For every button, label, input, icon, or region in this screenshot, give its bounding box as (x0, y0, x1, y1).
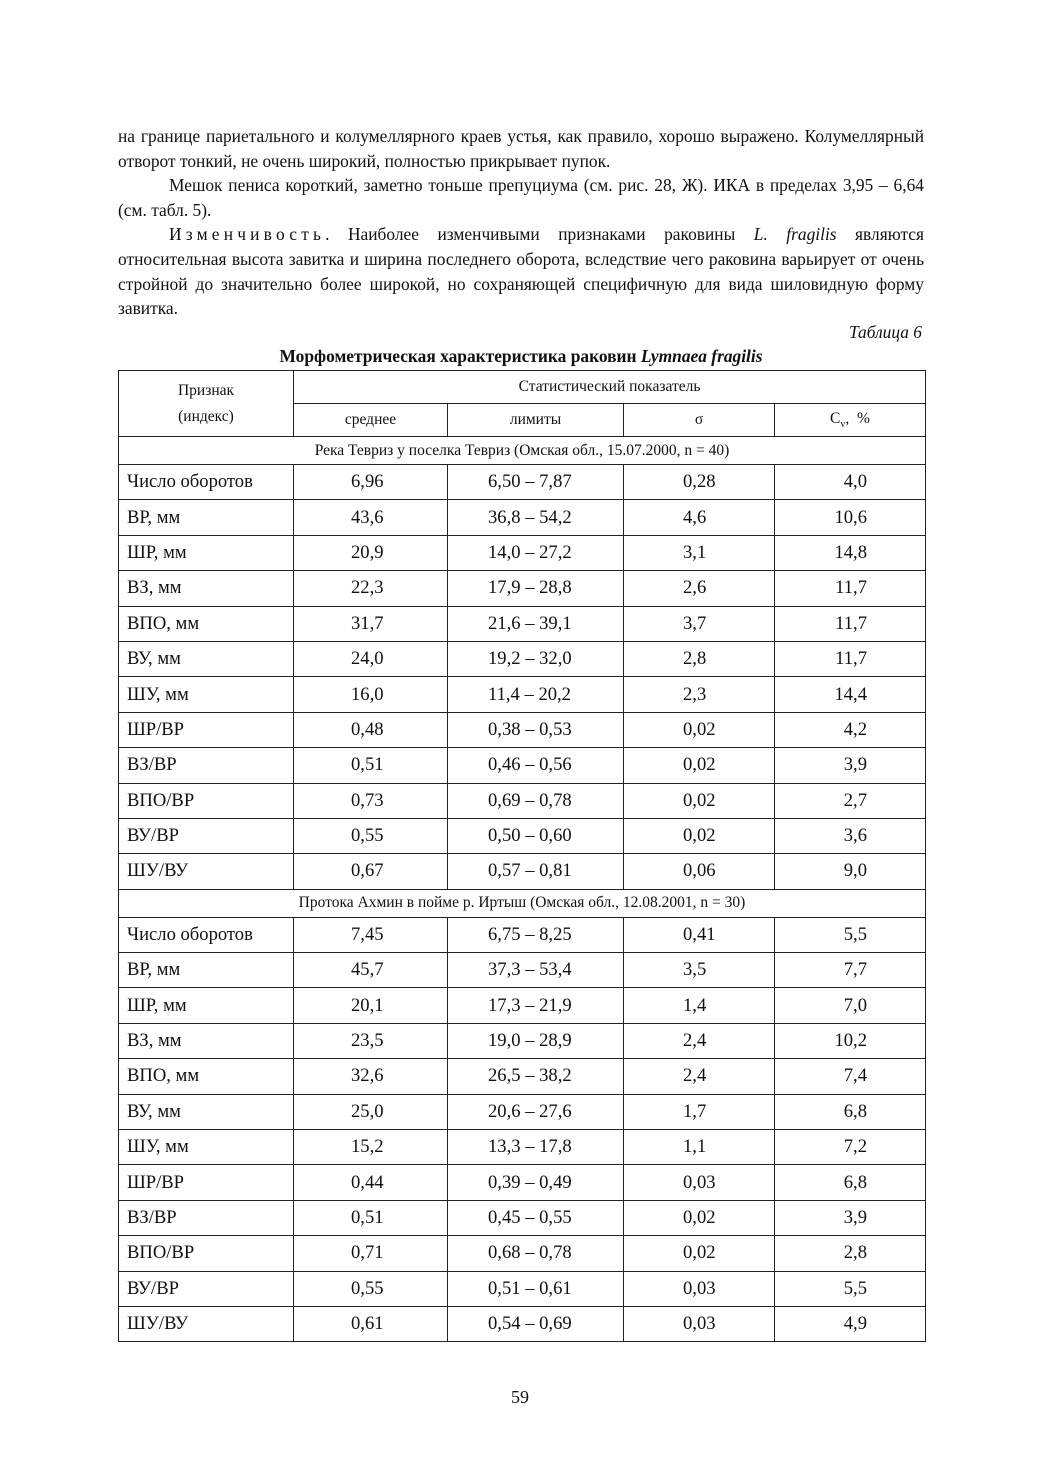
table-header-row-1 (119, 371, 926, 404)
limits-cell: 0,57 – 0,81 (448, 854, 624, 889)
feature-cell: ВЗ/ВР (119, 748, 294, 783)
sigma-cell: 2,4 (624, 1023, 775, 1058)
header-feature-label: Признак (177, 381, 235, 399)
cv-cell: 14,4 (775, 677, 926, 712)
limits-cell: 17,3 – 21,9 (448, 988, 624, 1023)
header-limits: лимиты (448, 404, 624, 437)
table-row (119, 1130, 926, 1165)
cv-cell: 11,7 (775, 641, 926, 676)
limits-cell: 0,68 – 0,78 (448, 1236, 624, 1271)
table-row (119, 465, 926, 500)
limits-cell: 36,8 – 54,2 (448, 500, 624, 535)
feature-cell: ШР/ВР (119, 712, 294, 747)
mean-cell: 43,6 (294, 500, 448, 535)
table-row (119, 917, 926, 952)
table-row (119, 1236, 926, 1271)
mean-cell: 0,44 (294, 1165, 448, 1200)
table-title-text: Морфометрическая характеристика раковин (279, 346, 641, 366)
body-text (118, 124, 924, 321)
feature-cell: ВУ, мм (119, 641, 294, 676)
mean-cell: 0,73 (294, 783, 448, 818)
limits-cell: 17,9 – 28,8 (448, 571, 624, 606)
limits-cell: 0,38 – 0,53 (448, 712, 624, 747)
table-row (119, 1094, 926, 1129)
feature-cell: ВЗ, мм (119, 571, 294, 606)
morphometry-table (118, 370, 926, 1342)
sigma-cell: 0,02 (624, 712, 775, 747)
mean-cell: 0,61 (294, 1306, 448, 1341)
sigma-cell: 2,4 (624, 1059, 775, 1094)
section-title: Река Тевриз у поселка Тевриз (Омская обл., 15.07.2000, n = 40) (119, 437, 926, 465)
feature-cell: ШР/ВР (119, 1165, 294, 1200)
mean-cell: 0,67 (294, 854, 448, 889)
table-body (119, 437, 926, 1342)
mean-cell: 25,0 (294, 1094, 448, 1129)
mean-cell: 45,7 (294, 953, 448, 988)
feature-cell: ШУ, мм (119, 677, 294, 712)
mean-cell: 6,96 (294, 465, 448, 500)
cv-cell: 4,2 (775, 712, 926, 747)
feature-cell: ВПО/ВР (119, 783, 294, 818)
header-cv-unit: , % (845, 409, 870, 427)
feature-cell: ВУ/ВР (119, 818, 294, 853)
paragraph-3-part-a: . Наиболее изменчивыми признаками раковины (325, 224, 754, 245)
feature-cell: ВЗ/ВР (119, 1200, 294, 1235)
sigma-cell: 1,4 (624, 988, 775, 1023)
paragraph-2: Мешок пениса короткий, заметно тоньше препуциума (см. рис. 28, Ж). ИКА в пределах 3,95 – 6,64 (см. табл. 5). (118, 175, 924, 220)
section-row (119, 437, 926, 465)
feature-cell: ВПО, мм (119, 1059, 294, 1094)
variability-heading: Изменчивость (169, 224, 326, 245)
mean-cell: 16,0 (294, 677, 448, 712)
cv-cell: 10,2 (775, 1023, 926, 1058)
limits-cell: 21,6 – 39,1 (448, 606, 624, 641)
table-row (119, 1271, 926, 1306)
mean-cell: 0,55 (294, 1271, 448, 1306)
sigma-cell: 2,3 (624, 677, 775, 712)
sigma-cell: 0,06 (624, 854, 775, 889)
cv-cell: 9,0 (775, 854, 926, 889)
paragraph-3-part-b: являются относительная высота завитка и ширина последнего оборота, вследствие чего раковина варьирует от очень стройной до значительно более широкой, но сохраняющей специфичную для вида шиловидную форму завитка. (118, 224, 924, 319)
section-row (119, 889, 926, 917)
sigma-cell: 0,28 (624, 465, 775, 500)
cv-cell: 2,8 (775, 1236, 926, 1271)
limits-cell: 13,3 – 17,8 (448, 1130, 624, 1165)
feature-cell: ШУ, мм (119, 1130, 294, 1165)
mean-cell: 22,3 (294, 571, 448, 606)
cv-cell: 11,7 (775, 606, 926, 641)
cv-cell: 5,5 (775, 1271, 926, 1306)
mean-cell: 32,6 (294, 1059, 448, 1094)
species-name: L. fragilis (753, 224, 837, 245)
cv-cell: 4,0 (775, 465, 926, 500)
sigma-cell: 0,02 (624, 818, 775, 853)
cv-cell: 11,7 (775, 571, 926, 606)
feature-cell: ВУ, мм (119, 1094, 294, 1129)
sigma-cell: 0,03 (624, 1271, 775, 1306)
table-row (119, 1023, 926, 1058)
sigma-cell: 3,5 (624, 953, 775, 988)
cv-cell: 3,6 (775, 818, 926, 853)
header-feature (119, 371, 294, 437)
cv-cell: 6,8 (775, 1165, 926, 1200)
limits-cell: 37,3 – 53,4 (448, 953, 624, 988)
header-feature-sub: (индекс) (178, 407, 234, 425)
table-row (119, 606, 926, 641)
table-label: Таблица 6 (849, 322, 922, 342)
cv-cell: 7,0 (775, 988, 926, 1023)
cv-cell: 7,4 (775, 1059, 926, 1094)
limits-cell: 26,5 – 38,2 (448, 1059, 624, 1094)
table-row (119, 1165, 926, 1200)
sigma-cell: 1,1 (624, 1130, 775, 1165)
table-row (119, 500, 926, 535)
table-row (119, 1059, 926, 1094)
cv-cell: 5,5 (775, 917, 926, 952)
limits-cell: 11,4 – 20,2 (448, 677, 624, 712)
header-stat: Статистический показатель (294, 371, 926, 404)
header-sigma: σ (624, 404, 775, 437)
cv-cell: 7,2 (775, 1130, 926, 1165)
feature-cell: Число оборотов (119, 465, 294, 500)
feature-cell: ШР, мм (119, 988, 294, 1023)
sigma-cell: 0,02 (624, 1236, 775, 1271)
limits-cell: 0,39 – 0,49 (448, 1165, 624, 1200)
mean-cell: 7,45 (294, 917, 448, 952)
table-row (119, 535, 926, 570)
table-row (119, 712, 926, 747)
cv-cell: 3,9 (775, 748, 926, 783)
cv-cell: 7,7 (775, 953, 926, 988)
cv-cell: 3,9 (775, 1200, 926, 1235)
table-row (119, 1306, 926, 1341)
feature-cell: ВУ/ВР (119, 1271, 294, 1306)
mean-cell: 15,2 (294, 1130, 448, 1165)
table-row (119, 748, 926, 783)
paragraph-1: на границе париетального и колумеллярного краев устья, как правило, хорошо выражено. Колумеллярный отворот тонкий, не очень широкий, полностью прикрывает пупок. (118, 126, 924, 171)
cv-cell: 14,8 (775, 535, 926, 570)
table-row (119, 783, 926, 818)
table-row (119, 677, 926, 712)
mean-cell: 0,55 (294, 818, 448, 853)
cv-cell: 2,7 (775, 783, 926, 818)
mean-cell: 0,51 (294, 748, 448, 783)
feature-cell: ВЗ, мм (119, 1023, 294, 1058)
sigma-cell: 0,02 (624, 748, 775, 783)
header-cv-main: C (830, 409, 841, 427)
table-row (119, 988, 926, 1023)
limits-cell: 0,69 – 0,78 (448, 783, 624, 818)
limits-cell: 0,51 – 0,61 (448, 1271, 624, 1306)
feature-cell: ВР, мм (119, 500, 294, 535)
sigma-cell: 4,6 (624, 500, 775, 535)
table-title (118, 344, 924, 368)
table-row (119, 1200, 926, 1235)
cv-cell: 6,8 (775, 1094, 926, 1129)
sigma-cell: 2,6 (624, 571, 775, 606)
paragraph-3 (118, 222, 924, 320)
table-title-species: Lymnaea fragilis (640, 346, 763, 366)
mean-cell: 23,5 (294, 1023, 448, 1058)
feature-cell: ШУ/ВУ (119, 854, 294, 889)
sigma-cell: 3,7 (624, 606, 775, 641)
cv-cell: 10,6 (775, 500, 926, 535)
table-row (119, 854, 926, 889)
sigma-cell: 1,7 (624, 1094, 775, 1129)
limits-cell: 6,50 – 7,87 (448, 465, 624, 500)
table-row (119, 953, 926, 988)
mean-cell: 0,48 (294, 712, 448, 747)
limits-cell: 19,2 – 32,0 (448, 641, 624, 676)
mean-cell: 20,9 (294, 535, 448, 570)
limits-cell: 0,50 – 0,60 (448, 818, 624, 853)
sigma-cell: 0,02 (624, 1200, 775, 1235)
feature-cell: ШУ/ВУ (119, 1306, 294, 1341)
sigma-cell: 0,02 (624, 783, 775, 818)
header-cv-sub: v (840, 419, 846, 431)
sigma-cell: 3,1 (624, 535, 775, 570)
limits-cell: 0,54 – 0,69 (448, 1306, 624, 1341)
page-number: 59 (511, 1387, 529, 1407)
table-row (119, 818, 926, 853)
mean-cell: 31,7 (294, 606, 448, 641)
cv-cell: 4,9 (775, 1306, 926, 1341)
limits-cell: 20,6 – 27,6 (448, 1094, 624, 1129)
limits-cell: 0,45 – 0,55 (448, 1200, 624, 1235)
mean-cell: 24,0 (294, 641, 448, 676)
limits-cell: 6,75 – 8,25 (448, 917, 624, 952)
limits-cell: 14,0 – 27,2 (448, 535, 624, 570)
feature-cell: ШР, мм (119, 535, 294, 570)
sigma-cell: 0,03 (624, 1306, 775, 1341)
section-title: Протока Ахмин в пойме р. Иртыш (Омская обл., 12.08.2001, n = 30) (119, 889, 926, 917)
sigma-cell: 0,41 (624, 917, 775, 952)
mean-cell: 0,71 (294, 1236, 448, 1271)
feature-cell: Число оборотов (119, 917, 294, 952)
sigma-cell: 2,8 (624, 641, 775, 676)
mean-cell: 20,1 (294, 988, 448, 1023)
table-row (119, 641, 926, 676)
table-row (119, 571, 926, 606)
sigma-cell: 0,03 (624, 1165, 775, 1200)
header-cv (775, 404, 926, 437)
feature-cell: ВПО/ВР (119, 1236, 294, 1271)
limits-cell: 0,46 – 0,56 (448, 748, 624, 783)
feature-cell: ВПО, мм (119, 606, 294, 641)
header-mean: среднее (294, 404, 448, 437)
mean-cell: 0,51 (294, 1200, 448, 1235)
feature-cell: ВР, мм (119, 953, 294, 988)
limits-cell: 19,0 – 28,9 (448, 1023, 624, 1058)
